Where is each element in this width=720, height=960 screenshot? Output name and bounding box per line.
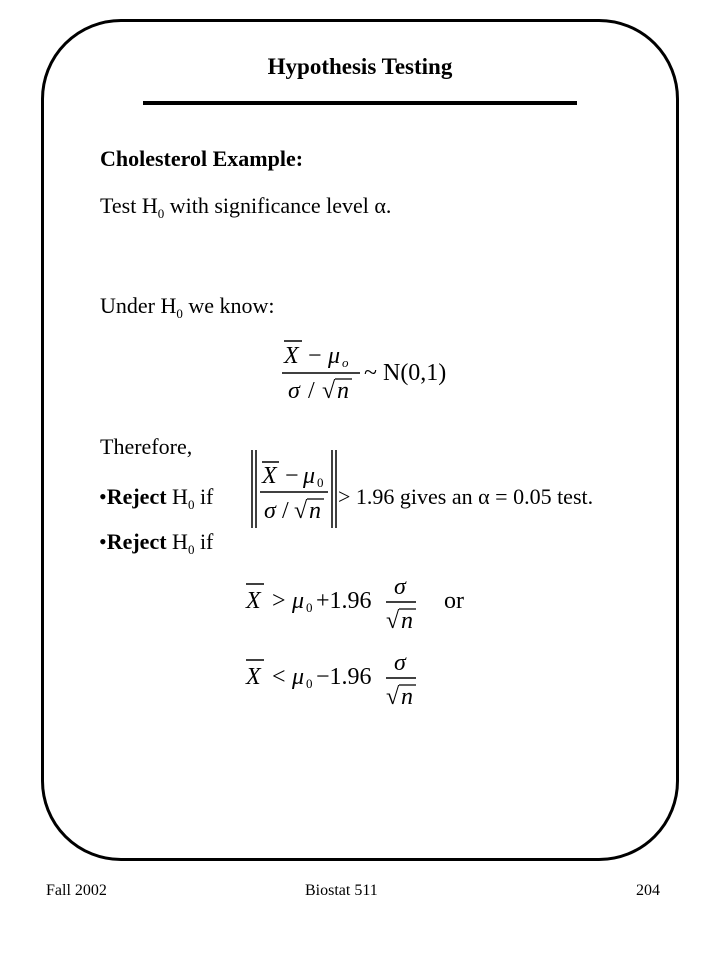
standardized-statistic-equation <box>280 336 470 406</box>
eq1-sigma: σ <box>288 378 300 404</box>
abs-sqrt: √ <box>294 498 308 524</box>
bullet-2 <box>99 529 213 555</box>
abs-minus: − <box>285 463 299 489</box>
abs-mu-sub: 0 <box>317 475 324 490</box>
eq1-minus: − <box>308 343 322 369</box>
bullet-1 <box>99 484 213 510</box>
bullet-1-h: H <box>166 484 188 509</box>
eq3-x: X <box>246 664 261 690</box>
eq1-mu-sub: o <box>342 355 349 370</box>
eq1-slash: / <box>308 378 315 404</box>
bullet-1-alpha: α <box>478 484 490 509</box>
eq1-n: n <box>337 378 349 404</box>
under-line-prefix: Under H <box>100 293 177 318</box>
eq3-n: n <box>401 684 413 710</box>
eq2-mu: μ <box>292 588 305 614</box>
under-line-text: we know: <box>182 293 275 318</box>
abs-slash: / <box>282 498 289 524</box>
eq3-mu: μ <box>292 664 305 690</box>
footer-course: Biostat 511 <box>305 882 378 899</box>
upper-rejection-equation <box>242 570 492 634</box>
bullet-1-tail-suffix: = 0.05 test. <box>489 484 594 509</box>
eq2-sigma: σ <box>394 574 406 600</box>
eq2-n: n <box>401 608 413 634</box>
bullet-2-marker: • <box>99 529 107 554</box>
abs-x: X <box>262 463 277 489</box>
bullet-1-if: if <box>194 484 214 509</box>
eq2-operator: > <box>272 588 286 614</box>
test-line-prefix: Test H <box>100 193 158 218</box>
eq1-mu: μ <box>328 343 341 369</box>
bullet-2-h: H <box>166 529 188 554</box>
test-line-period: . <box>385 193 392 218</box>
eq3-coefficient: −1.96 <box>316 664 372 690</box>
therefore-text: Therefore, <box>100 434 193 459</box>
eq2-x: X <box>246 588 261 614</box>
eq1-x: X <box>284 343 299 369</box>
bullet-2-reject: Reject <box>106 529 167 554</box>
bullet-1-subscript: 0 <box>187 497 195 512</box>
footer-page-number: 204 <box>636 882 660 899</box>
under-line-subscript: 0 <box>176 306 183 321</box>
abs-n: n <box>309 498 321 524</box>
eq2-mu-sub: 0 <box>306 600 313 615</box>
eq1-distribution: ~ N(0,1) <box>364 360 447 386</box>
test-line-text: with significance level <box>164 193 375 218</box>
bullet-1-tail <box>338 484 593 510</box>
bullet-1-marker: • <box>99 484 107 509</box>
bullet-2-subscript: 0 <box>187 542 195 557</box>
bullet-2-if: if <box>194 529 214 554</box>
eq2-coefficient: +1.96 <box>316 588 372 614</box>
eq3-sigma: σ <box>394 650 406 676</box>
example-heading: Cholesterol Example: <box>100 146 304 171</box>
eq3-mu-sub: 0 <box>306 676 313 691</box>
slide-title: Hypothesis Testing <box>267 54 453 79</box>
abs-mu: μ <box>303 463 316 489</box>
absolute-statistic-equation <box>248 448 343 530</box>
eq2-or: or <box>444 588 464 614</box>
bullet-1-reject: Reject <box>106 484 167 509</box>
eq3-operator: < <box>272 664 286 690</box>
eq1-sqrt: √ <box>322 378 336 404</box>
abs-sigma: σ <box>264 498 276 524</box>
test-line-subscript: 0 <box>157 206 165 221</box>
lower-rejection-equation <box>242 646 442 710</box>
test-line <box>100 193 391 219</box>
footer-term: Fall 2002 <box>46 882 107 899</box>
eq3-sqrt: √ <box>386 684 400 710</box>
under-line <box>100 293 275 319</box>
eq2-sqrt: √ <box>386 608 400 634</box>
alpha-symbol: α <box>374 193 386 218</box>
bullet-1-tail-prefix: > 1.96 gives an <box>338 484 479 509</box>
title-underline <box>143 101 577 105</box>
